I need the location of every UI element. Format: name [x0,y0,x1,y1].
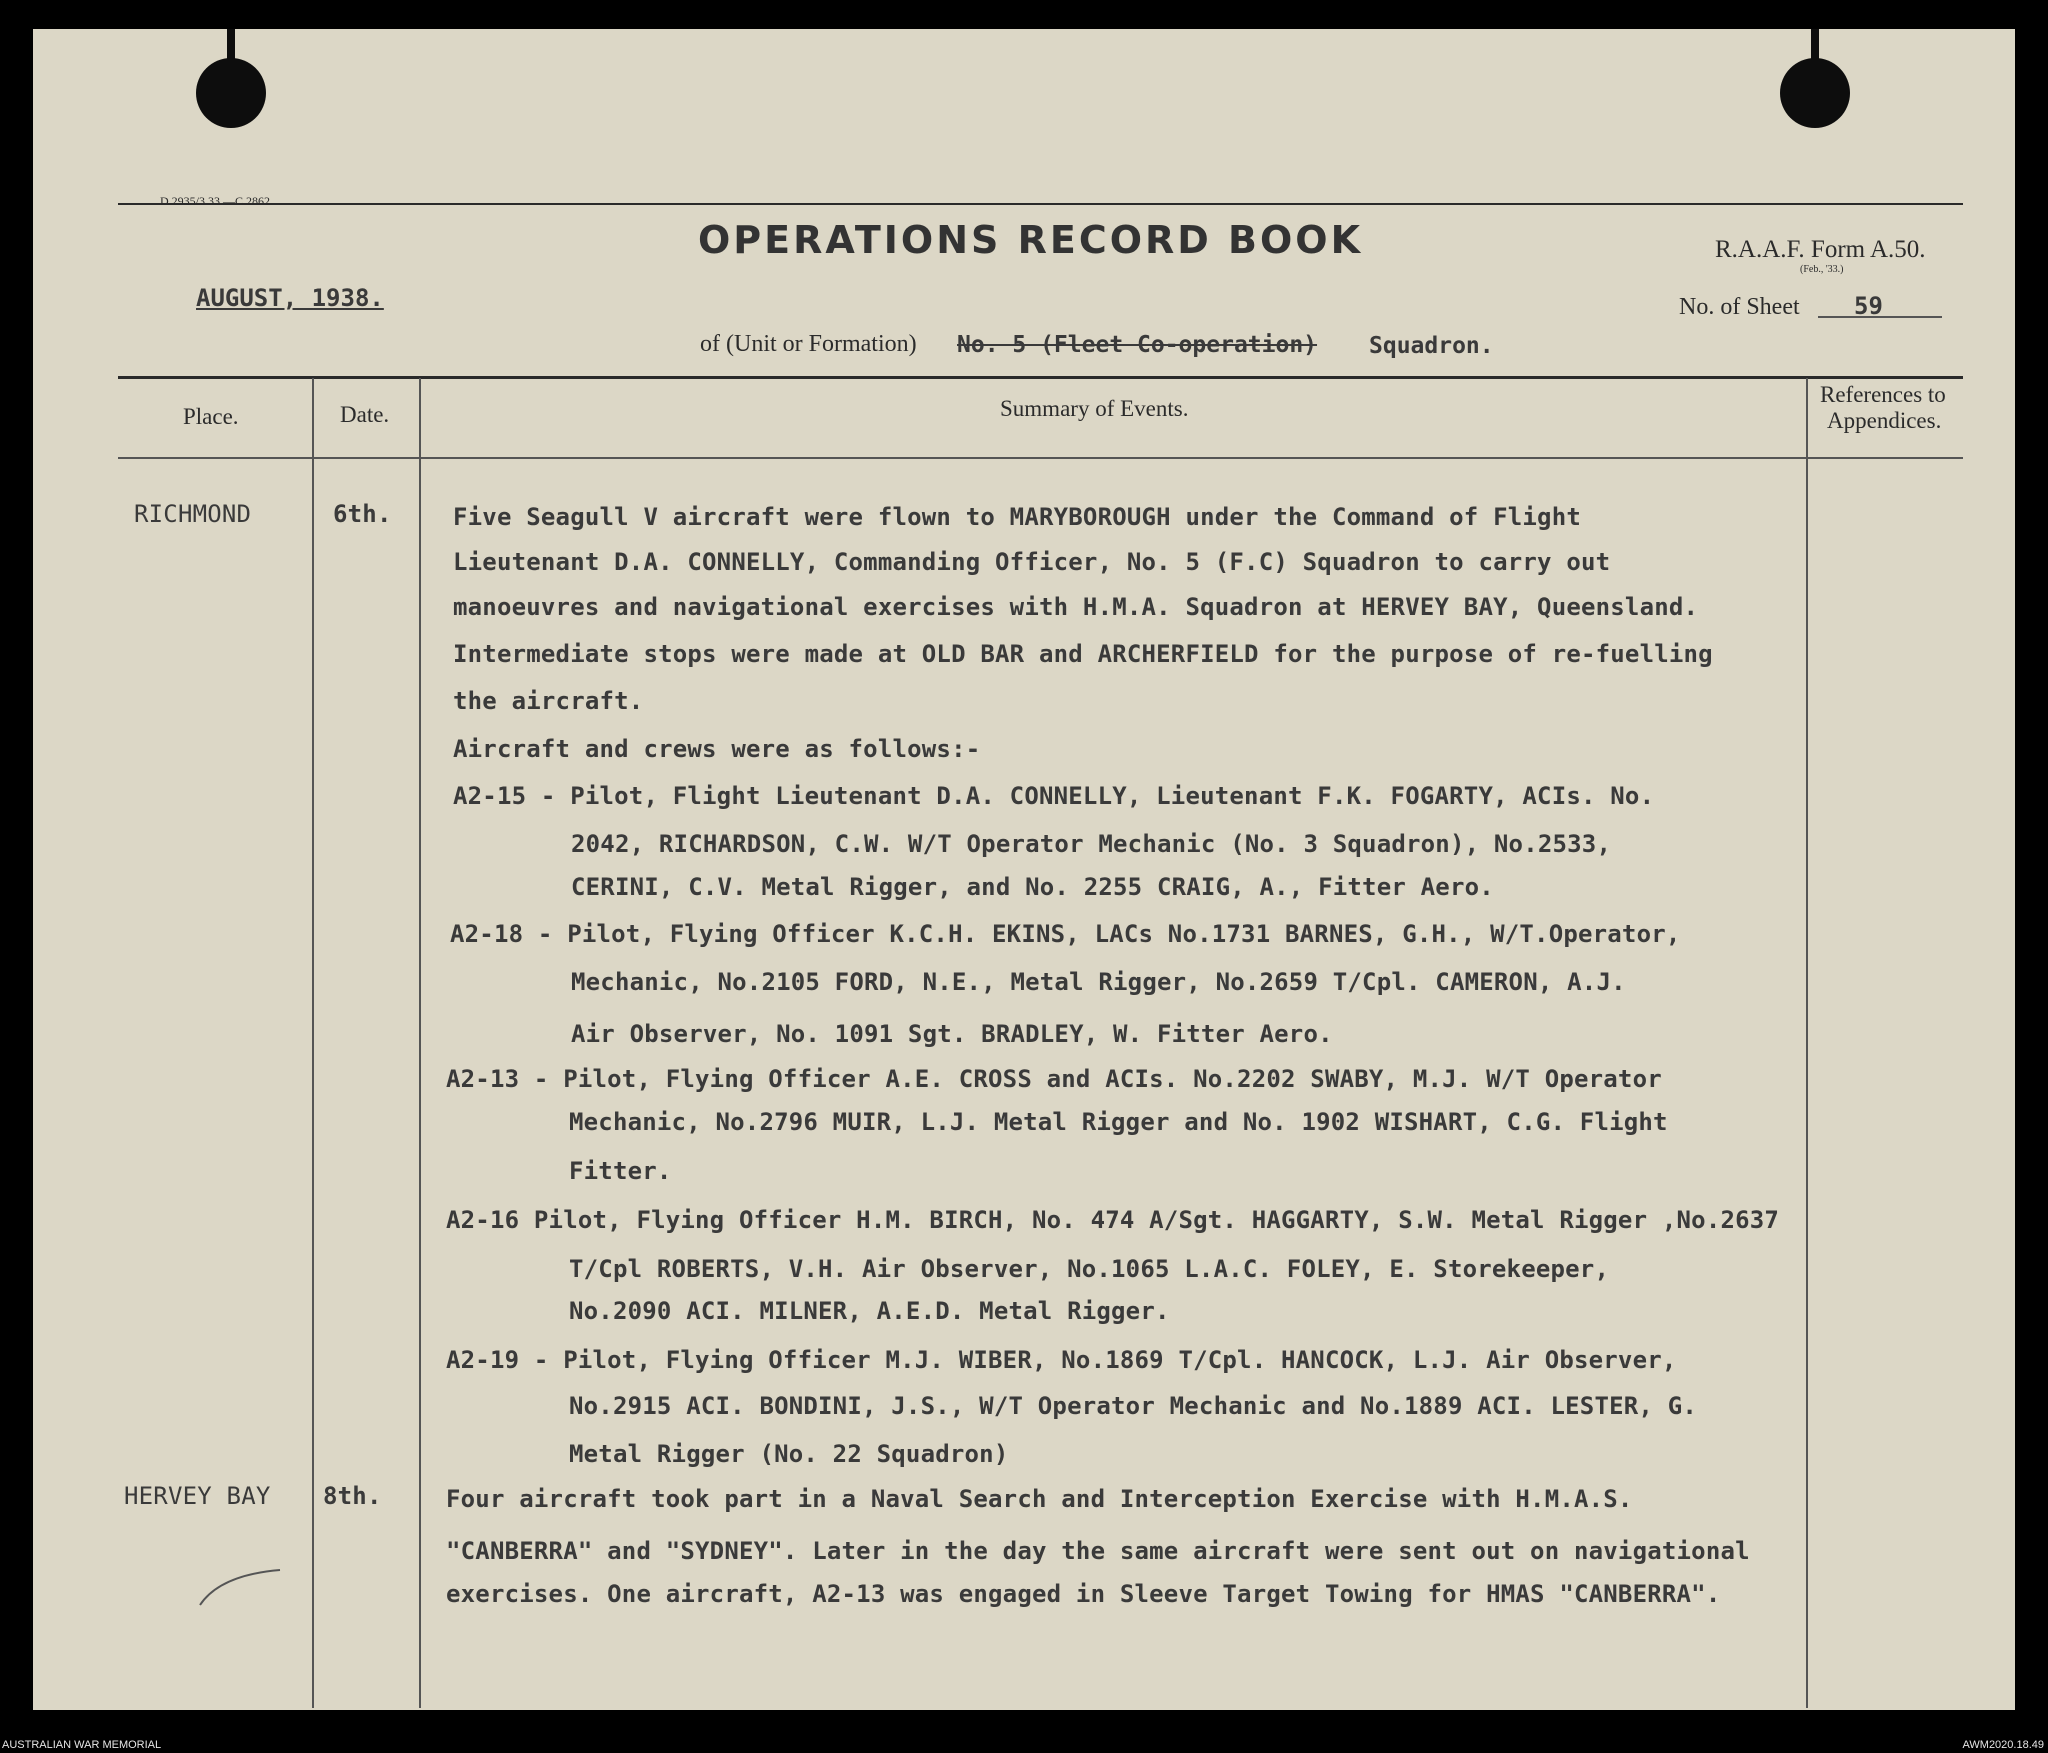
sheet-number: 59 [1854,292,1883,320]
summary-line: Air Observer, No. 1091 Sgt. BRADLEY, W. Fitter Aero. [571,1020,1333,1048]
footer-accession: AWM2020.18.49 [1962,1739,2044,1751]
summary-line: CERINI, C.V. Metal Rigger, and No. 2255 CRAIG, A., Fitter Aero. [571,873,1494,901]
col-header-summary: Summary of Events. [1000,396,1189,421]
col-header-date: Date. [340,402,390,427]
summary-line: A2-18 - Pilot, Flying Officer K.C.H. EKINS, LACs No.1731 BARNES, G.H., W/T.Operator, [450,920,1681,948]
col-divider-summary [1806,378,1808,1708]
unit-label: of (Unit or Formation) [700,331,917,357]
form-ref-date: (Feb., '33.) [1800,264,1844,275]
table-top-rule [118,376,1963,379]
summary-line: A2-16 Pilot, Flying Officer H.M. BIRCH, No. 474 A/Sgt. HAGGARTY, S.W. Metal Rigger ,No.2637 [446,1206,1780,1234]
entry-place: HERVEY BAY [124,1482,271,1510]
summary-line: Metal Rigger (No. 22 Squadron) [569,1440,1009,1468]
form-ref: R.A.A.F. Form A.50. [1715,236,1926,263]
col-divider-date [419,378,421,1708]
summary-line: Mechanic, No.2796 MUIR, L.J. Metal Rigger and No. 1902 WISHART, C.G. Flight [569,1108,1668,1136]
table-header-rule [118,457,1963,459]
summary-line: the aircraft. [453,687,644,715]
unit-tail: Squadron. [1369,333,1494,359]
summary-line: Five Seagull V aircraft were flown to MARYBOROUGH under the Command of Flight [453,503,1581,531]
summary-line: Four aircraft took part in a Naval Search and Interception Exercise with H.M.A.S. [446,1485,1633,1513]
summary-line: No.2090 ACI. MILNER, A.E.D. Metal Rigger. [569,1297,1170,1325]
summary-line: Intermediate stops were made at OLD BAR and ARCHERFIELD for the purpose of re-fuelling [453,640,1713,668]
entry-date: 8th. [323,1482,382,1510]
summary-line: Aircraft and crews were as follows:- [453,735,981,763]
sheet-label: No. of Sheet [1679,294,1800,320]
summary-line: 2042, RICHARDSON, C.W. W/T Operator Mechanic (No. 3 Squadron), No.2533, [571,830,1612,858]
summary-line: No.2915 ACI. BONDINI, J.S., W/T Operator Mechanic and No.1889 ACI. LESTER, G. [569,1392,1697,1420]
summary-line: Mechanic, No.2105 FORD, N.E., Metal Rigger, No.2659 T/Cpl. CAMERON, A.J. [571,968,1626,996]
summary-line: Lieutenant D.A. CONNELLY, Commanding Officer, No. 5 (F.C) Squadron to carry out [453,548,1611,576]
top-rule [118,203,1963,205]
unit-struck: No. 5 (Fleet Co-operation) [957,332,1318,358]
summary-line: Fitter. [569,1157,672,1185]
entry-place: RICHMOND [134,500,252,528]
pencil-tick-mark [195,1560,285,1610]
page-title: OPERATIONS RECORD BOOK [698,218,1364,262]
footer-credit: AUSTRALIAN WAR MEMORIAL [2,1739,162,1751]
record-sheet [33,29,2015,1710]
month-label: AUGUST, 1938. [196,284,384,312]
col-divider-place [312,378,314,1708]
col-header-refs-1: References to [1820,382,1946,407]
summary-line: manoeuvres and navigational exercises with H.M.A. Squadron at HERVEY BAY, Queensland. [453,593,1699,621]
summary-line: "CANBERRA" and "SYDNEY". Later in the day the same aircraft were sent out on navigational [446,1537,1750,1565]
summary-line: T/Cpl ROBERTS, V.H. Air Observer, No.1065 L.A.C. FOLEY, E. Storekeeper, [569,1255,1610,1283]
form-code: D 2935/3.33.—C.2862. [160,194,274,208]
col-header-refs-2: Appendices. [1827,408,1942,433]
col-header-place: Place. [183,404,239,429]
summary-line: A2-13 - Pilot, Flying Officer A.E. CROSS and ACIs. No.2202 SWABY, M.J. W/T Operator [446,1065,1662,1093]
binder-hole-left [196,58,266,128]
entry-date: 6th. [333,500,392,528]
summary-line: A2-19 - Pilot, Flying Officer M.J. WIBER, No.1869 T/Cpl. HANCOCK, L.J. Air Observer, [446,1346,1677,1374]
binder-hole-right [1780,58,1850,128]
summary-line: A2-15 - Pilot, Flight Lieutenant D.A. CONNELLY, Lieutenant F.K. FOGARTY, ACIs. No. [453,782,1655,810]
summary-line: exercises. One aircraft, A2-13 was engaged in Sleeve Target Towing for HMAS "CANBERRA". [446,1580,1721,1608]
